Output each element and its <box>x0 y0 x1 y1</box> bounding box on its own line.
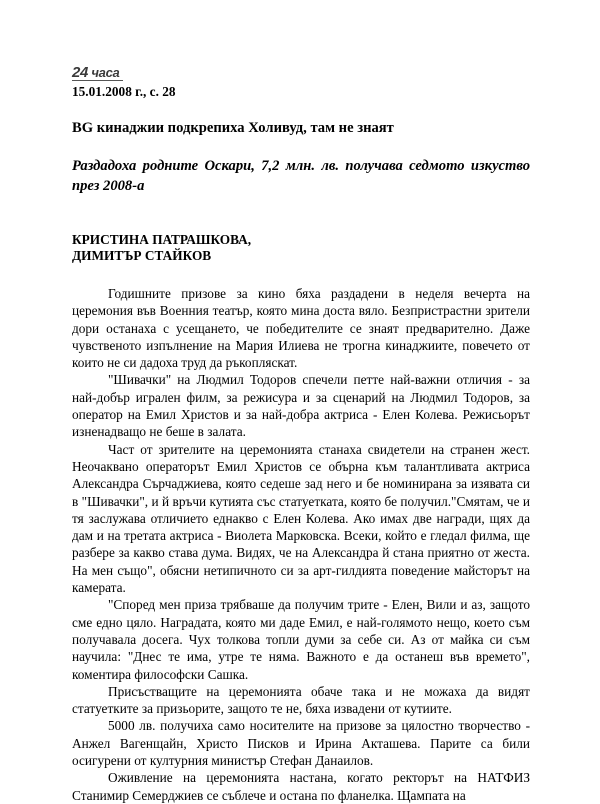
paragraph: "Шивачки" на Людмил Тодоров спечели петте най-важни отличия - за най-добър игрален филм, за режисура и за сценарий на Людмил Тодоров, за оператор на Емил Христов и за най-добра актриса - Елен Колева. Режисьорът изненадващо не беше в залата. <box>72 372 530 440</box>
paragraph: Присъстващите на церемонията обаче така и не можаха да видят статуетките за призьорите, защото те не, бяха извадени от кутиите. <box>72 683 530 717</box>
subheadline: Раздадоха родните Оскари, 7,2 млн. лв. получава седмото изкуство през 2008-а <box>72 158 530 194</box>
paragraph: Годишните призове за кино бяха раздадени в неделя вечерта на церемония във Военния театър, която мина доста вяло. Безпристрастни зрители дори останаха с усещането, че победителите се знаят предварително. Даже чувственото изпълнение на Мария Илиева не трогна кинаджиите, повечето от които не си дадоха труд да ръкопляскат. <box>72 286 530 371</box>
paragraph: Оживление на церемонията настана, когато ректорът на НАТФИЗ Станимир Семерджиев се съблече и остана по фланелка. Щампата на <box>72 770 530 803</box>
paragraph: "Според мен приза трябваше да получим трите - Елен, Вили и аз, защото сме едно цяло. Наградата, която ми даде Емил, е най-голямото нещо, което съм получавала досега. Чух толкова топли думи за себе си. Аз от майка си съм научила: "Днес те има, утре те няма. Важното е да останеш във времето", коментира философски Сашка. <box>72 597 530 682</box>
document-page <box>72 64 530 804</box>
authors <box>72 232 530 264</box>
paragraph: 5000 лв. получиха само носителите на призове за цялостно творчество - Анжел Вагенщайн, Христо Писков и Ирина Акташева. Парите са били осигурени от културния министър Стефан Данаилов. <box>72 718 530 769</box>
dateline: 15.01.2008 г., с. 28 <box>72 84 176 99</box>
logo-number: 24 <box>72 64 89 81</box>
logo-word: часа <box>88 65 120 80</box>
author-line: ДИМИТЪР СТАЙКОВ <box>72 248 212 263</box>
headline: BG кинаджии подкрепиха Холивуд, там не знаят <box>72 120 394 136</box>
author-line: КРИСТИНА ПАТРАШКОВА, <box>72 232 252 247</box>
newspaper-logo <box>72 66 123 81</box>
paragraph: Част от зрителите на церемонията станаха свидетели на странен жест. Неочаквано операторът Емил Христов се обърна към талантливата актриса Александра Сърчаджиева, която седеше зад него и бе номинирана за изявата си в "Шивачки", и й връчи кутията със статуетката, която бе получил."Смятам, че и тя заслужава отличието еднакво с Елен Колева. Ако имах две награди, щях да дам и на третата актриса - Виолета Марковска. Всеки, който е гледал филма, ще разбере за какво става дума. Видях, че на Александра й стана приятно от жеста. На мен също", обясни нетипичното си за арт-гилдията поведение майсторът на камерата. <box>72 441 530 596</box>
article-body <box>72 285 530 804</box>
